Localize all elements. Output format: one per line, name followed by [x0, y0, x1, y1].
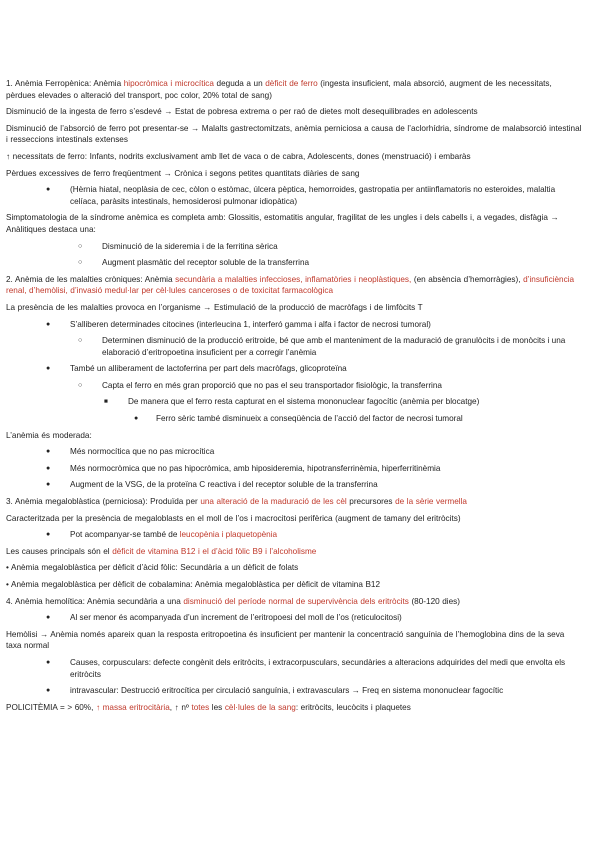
highlight: secundària a malalties infeccioses, inflamatòries i neoplàstiques,	[175, 274, 412, 284]
list-item	[6, 380, 582, 392]
highlight: dèficit de vitamina B12 i el d’àcid fòlic B9 i l’alcoholisme	[112, 546, 317, 556]
highlight: una alteració de la maduració de les cèl	[200, 497, 347, 507]
text: Les causes principals són el	[6, 546, 113, 556]
bullet-disc: ●	[46, 365, 51, 373]
text: Pot acompanyar-se també de	[70, 530, 180, 540]
bullet-circle: ○	[78, 259, 83, 267]
paragraph-ingesta: Disminució de la ingesta de ferro s’esdevé → Estat de pobresa extrema o per raó de dietes molt desequilibrades en adolescents	[6, 107, 478, 117]
text: 4. Anèmia hemolítica: Anèmia secundària a una	[6, 596, 184, 606]
paragraph-cobalamina: • Anèmia megaloblàstica per dèficit de cobalamina: Anèmia megaloblàstica per dèficit de vitamina B12	[6, 580, 381, 589]
bullet-disc: ●	[46, 658, 51, 666]
paragraph-necessitats: ↑ necessitats de ferro: Infants, nodrits exclusivament amb llet de vaca o de cabra, Adolescents, dones (menstruació) i embaràs	[6, 151, 471, 161]
bullet-disc: ●	[46, 687, 51, 695]
highlight: de la sèrie vermella	[395, 497, 467, 507]
list-item	[6, 612, 582, 624]
list-item	[6, 529, 582, 541]
list-item-text: S’alliberen determinades citocines (interleucina 1, interferó gamma i alfa i factor de necrosi tumoral)	[70, 319, 431, 329]
list-item-text: Més normocítica que no pas microcítica	[70, 447, 215, 457]
bullet-circle: ○	[78, 242, 83, 250]
text: POLICITÈMIA = > 60%,	[6, 702, 96, 712]
list-item	[6, 479, 582, 491]
list-item	[6, 241, 582, 253]
highlight: hipocròmica i microcítica	[123, 79, 214, 88]
highlight: totes	[191, 702, 210, 712]
list-item-text: (Hèrnia hiatal, neoplàsia de cec, còlon o estòmac, úlcera pèptica, hemorroides, gastropatia per antiinflamatoris no esteroides, malaltia celíaca, paràsits intestinals, hemosiderosi pulmonar idiopàtica)	[70, 185, 556, 206]
paragraph-folat: • Anèmia megaloblàstica per dèficit d’àcid fòlic: Secundària a un dèficit de folats	[6, 563, 299, 573]
list-item-text: També un alliberament de lactoferrina per part dels macròfags, glicoproteïna	[70, 364, 347, 374]
list-item-text: Més normocròmica que no pas hipocròmica, amb hiposideremia, hipotransferrinèmia, hiperferritinèmia	[70, 463, 441, 473]
bullet-disc: ●	[46, 320, 51, 328]
list-item-text: Disminució de la sideremia i de la ferritina sèrica	[102, 241, 278, 251]
section-4-heading	[6, 596, 582, 608]
list-item	[6, 685, 582, 697]
bullet-square: ■	[104, 398, 108, 406]
list-item-text: Determinen disminució de la producció eritroide, bé que amb el manteniment de la maduració de granulòcits i de monòcits i una elaboració d’eritropoetina insuficient per a corregir l’anèmia	[102, 336, 566, 357]
list-item	[6, 335, 582, 358]
list-item	[6, 657, 582, 680]
bullet-disc: ●	[46, 481, 51, 489]
bullet-disc: ●	[46, 614, 51, 622]
list-item	[6, 446, 582, 458]
paragraph-presencia: La presència de les malalties provoca en l’organisme → Estimulació de la producció de macròfags i de limfòcits T	[6, 302, 423, 312]
section-5-policitemia	[6, 702, 582, 714]
list-item-text: Augment plasmàtic del receptor soluble de la transferrina	[102, 258, 310, 268]
text: : eritròcits, leucòcits i plaquetes	[295, 702, 411, 712]
bullet-disc: ●	[46, 448, 51, 456]
list-item-text: Augment de la VSG, de la proteïna C reactiva i del receptor soluble de la transferrina	[70, 480, 378, 490]
paragraph-simptomatologia: Simptomatologia de la síndrome anèmica es completa amb: Glossitis, estomatitis angular, fragilitat de les ungles i dels cabells i, a vegades, disfàgia → Anàlitiques destaca una:	[6, 213, 559, 234]
highlight: cèl·lules de la sang	[224, 702, 296, 712]
text: 1. Anèmia Ferropènica: Anèmia	[6, 79, 124, 88]
highlight: dèficit de ferro	[265, 79, 318, 88]
list-item	[6, 463, 582, 475]
list-item	[6, 396, 582, 408]
bullet-disc: ●	[46, 464, 51, 472]
paragraph-perdues: Pèrdues excessives de ferro freqüentment → Crònica i segons petites quantitats diàries de sang	[6, 168, 360, 178]
text: , ↑ nº	[169, 702, 192, 712]
text: (ingesta insuficient, mala absorció, augment de les necessitats, pèrdues elevades o alteració del transport, poc color, 20% total de sang)	[6, 79, 552, 100]
list-item-text: intravascular: Destrucció eritrocítica per circulació sanguínia, i extravasculars → Freq en sistema mononuclear fagocític	[70, 686, 504, 696]
paragraph-absorcio: Disminució de l’absorció de ferro pot presentar-se → Malalts gastrectomitzats, anèmia perniciosa a causa de l’aclorhídria, síndrome de malabsorció intestinal i resseccions intestinals extenses	[6, 123, 582, 145]
bullet-disc: ●	[46, 531, 51, 539]
section-3-heading	[6, 496, 582, 508]
highlight: ↑ massa eritrocitària	[95, 702, 170, 712]
text: 2. Anèmia de les malalties cròniques: Anèmia	[6, 274, 176, 284]
list-item-text: Capta el ferro en més gran proporció que no pas el seu transportador fisiològic, la transferrina	[102, 380, 442, 390]
highlight: disminució del període normal de supervivència dels eritròcits	[183, 596, 409, 606]
text: deguda a un	[213, 79, 266, 88]
section-1-heading	[6, 78, 582, 101]
list-item-text: Ferro sèric també disminueix a conseqüència de l’acció del factor de necrosi tumoral	[156, 414, 463, 424]
paragraph-caracteritzada: Caracteritzada per la presència de megaloblasts en el moll de l’os i macrocitosi perifèrica (augment de tamany del eritròcits)	[6, 513, 461, 523]
bullet-disc: ●	[134, 415, 139, 423]
list-item	[6, 184, 582, 207]
highlight: leucopènia i plaquetopènia	[179, 530, 278, 540]
list-item	[6, 363, 582, 375]
list-item-text: Al ser menor és acompanyada d’un increment de l’eritropoesi del moll de l’os (reticulocitosi)	[70, 613, 402, 623]
text: (80-120 dies)	[408, 596, 460, 606]
text: les	[209, 702, 225, 712]
text: 3. Anèmia megaloblàstica (perniciosa): Produïda per	[6, 497, 201, 507]
list-item-text	[70, 530, 277, 539]
bullet-disc: ●	[46, 186, 51, 194]
list-item	[6, 413, 582, 425]
section-2-heading	[6, 274, 582, 297]
paragraph-moderada: L’anèmia és moderada:	[6, 430, 92, 440]
list-item-text: Causes, corpusculars: defecte congènit dels eritròcits, i extracorpusculars, secundàries a alteracions adquirides del medi que envolta els eritròcits	[70, 657, 566, 679]
list-item	[6, 319, 582, 331]
list-item	[6, 257, 582, 269]
text: precursores	[346, 497, 396, 507]
list-item-text: De manera que el ferro resta capturat en el sistema mononuclear fagocític (anèmia per blocatge)	[128, 397, 480, 407]
paragraph-hemolisi: Hemòlisi → Anèmia només apareix quan la resposta eritropoetina és insuficient per mantenir la concentració sanguínia de l’hemoglobina dins de la seva taxa normal	[6, 629, 565, 651]
text: (en absència d’hemorràgies),	[411, 274, 524, 284]
paragraph-causes	[6, 546, 582, 558]
highlight: d’insuficiència renal, d’hemòlisi, d’invasió medul·lar per cèl·lules canceroses o de toxicitat farmacològica	[6, 274, 575, 296]
bullet-circle: ○	[78, 381, 83, 389]
bullet-circle: ○	[78, 337, 83, 345]
